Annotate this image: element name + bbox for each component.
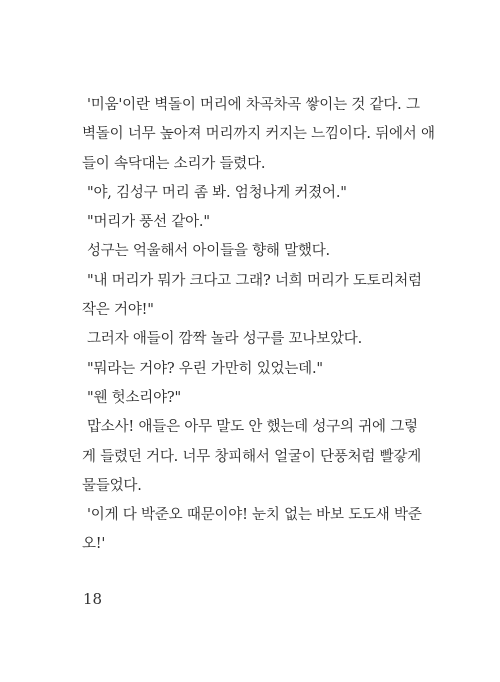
paragraph-7	[82, 355, 420, 384]
text-line: "웬 헛소리야?"	[87, 389, 181, 406]
text-line: "머리가 풍선 같아."	[87, 214, 210, 231]
paragraph-8	[82, 384, 420, 413]
paragraph-6	[82, 325, 420, 354]
paragraph-4	[82, 237, 420, 266]
text-line: '이게 다 박준오 때문이야! 눈치 없는 바보 도도새 박준	[87, 507, 422, 524]
text-line: 들이 속닥대는 소리가 들렸다.	[82, 155, 266, 172]
text-line: 성구는 억울해서 아이들을 향해 말했다.	[87, 243, 330, 260]
text-line: 벽돌이 너무 높아져 머리까지 커지는 느낌이다. 뒤에서 애	[82, 126, 435, 143]
paragraph-10	[82, 501, 420, 560]
paragraph-5	[82, 267, 420, 326]
text-line: 그러자 애들이 깜짝 놀라 성구를 꼬나보았다.	[87, 331, 362, 348]
text-line: 오!'	[82, 536, 106, 553]
text-line: "뭐라는 거야? 우린 가만히 있었는데."	[87, 360, 323, 377]
text-line: '미움'이란 벽돌이 머리에 차곡차곡 쌓이는 것 같다. 그	[87, 97, 420, 113]
paragraph-1	[82, 91, 435, 179]
text-line: 게 들렸던 거다. 너무 창피해서 얼굴이 단풍처럼 빨갛게	[82, 448, 422, 465]
text-line: "내 머리가 뭐가 크다고 그래? 너희 머리가 도토리처럼	[87, 272, 422, 289]
text-line: 물들었다.	[82, 477, 142, 494]
paragraph-2	[82, 179, 420, 208]
story-text	[82, 91, 435, 560]
text-line: 맙소사! 애들은 아무 말도 안 했는데 성구의 귀에 그렇	[87, 419, 418, 436]
text-line: 작은 거야!"	[82, 302, 154, 319]
paragraph-9	[82, 413, 420, 501]
paragraph-3	[82, 208, 420, 237]
page-number: 18	[83, 590, 103, 608]
text-line: "야, 김성구 머리 좀 봐. 엄청나게 커졌어."	[87, 184, 347, 201]
